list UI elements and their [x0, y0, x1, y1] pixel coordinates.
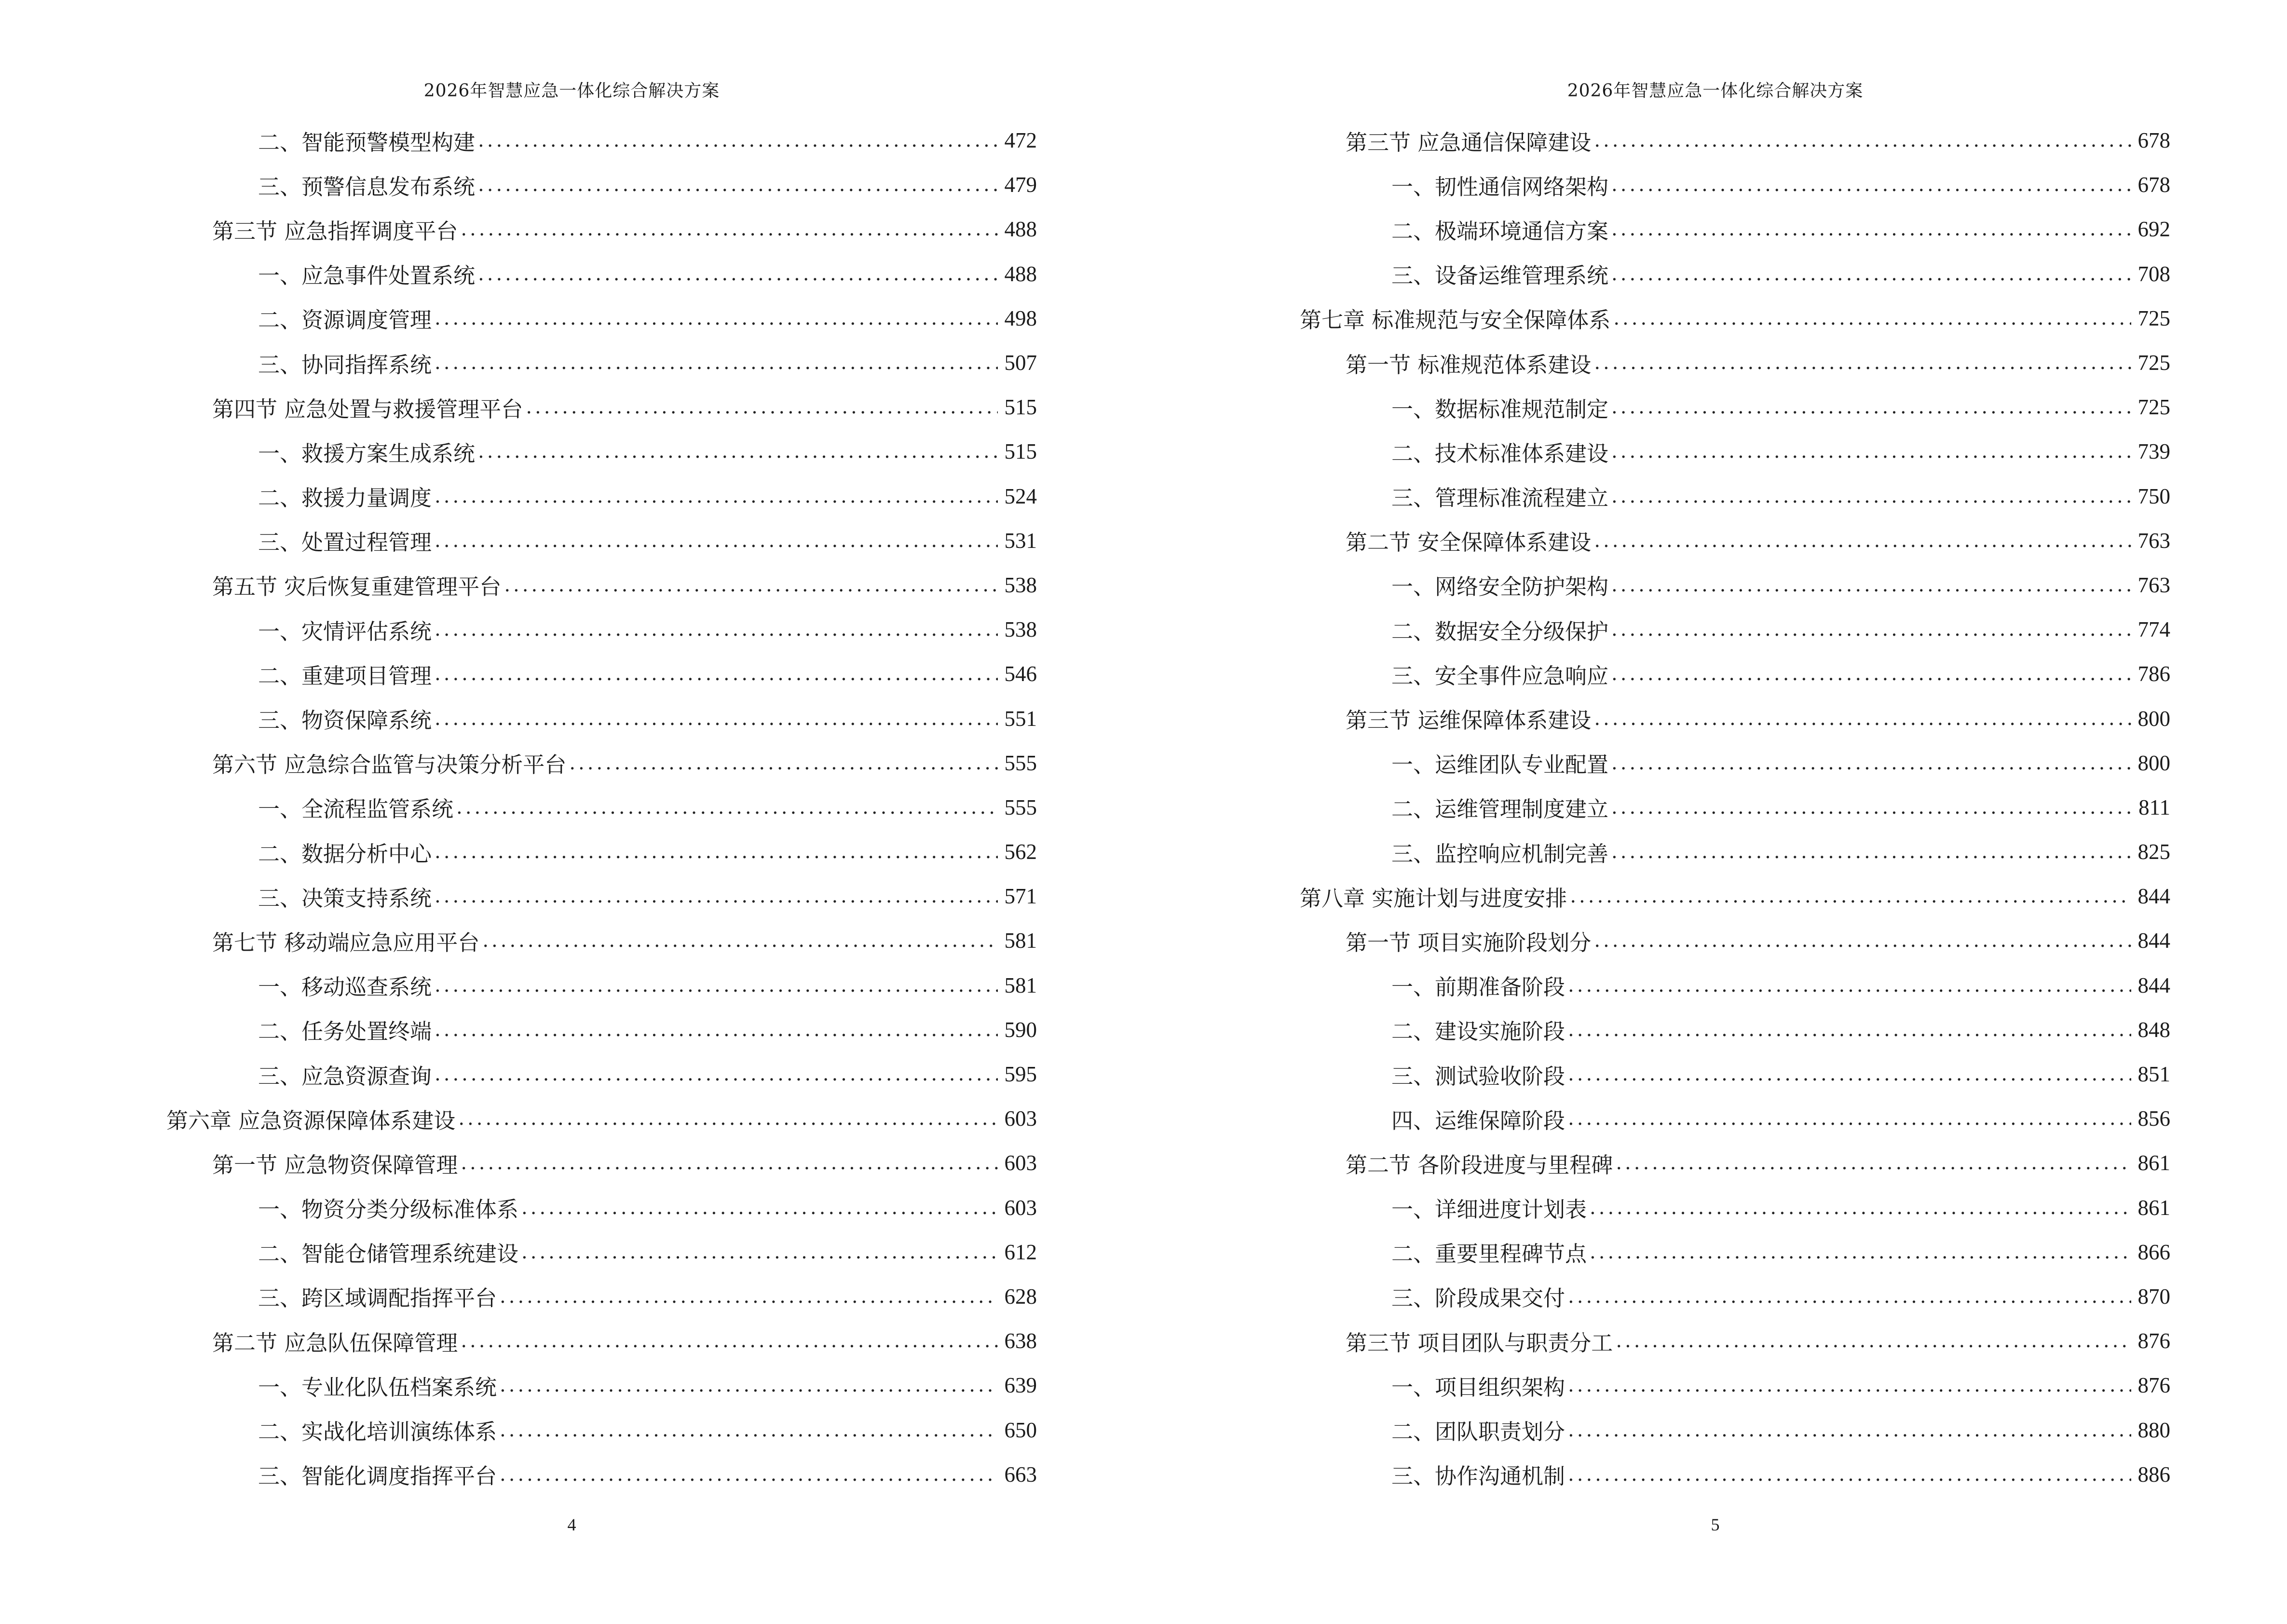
- toc-entry-page: 524: [1004, 484, 1037, 508]
- dot-leader: [435, 485, 997, 507]
- toc-entry-page: 581: [1004, 928, 1037, 953]
- toc-entry-page: 538: [1004, 573, 1037, 597]
- toc-entry-page: 851: [2137, 1062, 2170, 1087]
- toc-entry-page: 886: [2137, 1462, 2170, 1487]
- toc-entry[interactable]: [166, 785, 1037, 830]
- dot-leader: [1590, 1241, 2131, 1263]
- toc-entry-page: 650: [1004, 1418, 1037, 1442]
- dot-leader: [1616, 1152, 2131, 1174]
- toc-entry-title: 三、协同指挥系统: [258, 352, 432, 378]
- toc-entry-title: 三、测试验收阶段: [1391, 1063, 1566, 1089]
- toc-entry-page: 507: [1004, 351, 1037, 375]
- toc-entry-page: 774: [2137, 617, 2170, 642]
- toc-entry-title: 一、全流程监管系统: [258, 796, 454, 822]
- toc-entry[interactable]: [166, 1319, 1037, 1363]
- dot-leader: [461, 1152, 997, 1174]
- dot-leader: [478, 440, 997, 463]
- toc-entry-title: 一、移动巡查系统: [258, 974, 432, 1000]
- toc-entry-title: 一、救援方案生成系统: [258, 440, 476, 466]
- dot-leader: [461, 1330, 997, 1352]
- toc-entry-title: 一、数据标准规范制定: [1391, 396, 1609, 422]
- toc-entry-page: 571: [1004, 884, 1037, 909]
- toc-entry-page: 628: [1004, 1284, 1037, 1309]
- dot-leader: [1611, 618, 2131, 641]
- toc-entry-page: 498: [1004, 306, 1037, 330]
- dot-leader: [1611, 485, 2131, 507]
- toc-entry[interactable]: [1300, 1141, 2170, 1185]
- toc-entry-page: 825: [2137, 840, 2170, 864]
- dot-leader: [1594, 530, 2131, 552]
- toc-entry-title: 二、团队职责划分: [1391, 1419, 1566, 1445]
- dot-leader: [1611, 752, 2131, 774]
- toc-entry[interactable]: [166, 1274, 1037, 1319]
- toc-entry-title: 一、物资分类分级标准体系: [258, 1197, 519, 1223]
- dot-leader: [458, 1107, 997, 1130]
- toc-entry[interactable]: [1300, 1096, 2170, 1141]
- dot-leader: [569, 752, 997, 774]
- toc-entry-page: 739: [2137, 439, 2170, 464]
- toc-entry-title: 第三节 项目团队与职责分工: [1346, 1330, 1613, 1356]
- toc-entry-page: 861: [2137, 1195, 2170, 1220]
- toc-entry-title: 二、重要里程碑节点: [1391, 1241, 1587, 1267]
- toc-entry-title: 二、智能仓储管理系统建设: [258, 1241, 519, 1267]
- toc-entry[interactable]: [1300, 785, 2170, 830]
- toc-entry[interactable]: [166, 741, 1037, 785]
- toc-entry-title: 第一节 应急物资保障管理: [212, 1152, 458, 1178]
- toc-entry-page: 763: [2137, 528, 2170, 553]
- toc-entry-title: 第六章 应急资源保障体系建设: [166, 1107, 456, 1133]
- toc-entry[interactable]: [166, 1407, 1037, 1452]
- toc-entry-title: 第三节 应急指挥调度平台: [212, 218, 458, 244]
- toc-entry-page: 639: [1004, 1373, 1037, 1398]
- toc-entry[interactable]: [166, 163, 1037, 207]
- toc-entry[interactable]: [1300, 874, 2170, 918]
- toc-entry-title: 第二节 各阶段进度与里程碑: [1346, 1152, 1613, 1178]
- toc-entry-title: 四、运维保障阶段: [1391, 1107, 1566, 1133]
- toc-entry-page: 555: [1004, 795, 1037, 819]
- dot-leader: [500, 1419, 997, 1441]
- toc-entry-title: 一、前期准备阶段: [1391, 974, 1566, 1000]
- toc-entry-title: 第一节 项目实施阶段划分: [1346, 929, 1592, 955]
- toc-entry-page: 603: [1004, 1151, 1037, 1175]
- toc-entry-page: 515: [1004, 439, 1037, 464]
- toc-entry-page: 866: [2137, 1240, 2170, 1264]
- dot-leader: [435, 307, 997, 329]
- toc-entry[interactable]: [1300, 963, 2170, 1008]
- dot-leader: [1594, 129, 2131, 151]
- toc-entry-page: 581: [1004, 973, 1037, 997]
- dot-leader: [1568, 1419, 2131, 1441]
- toc-entry-title: 三、管理标准流程建立: [1391, 485, 1609, 511]
- toc-entry-title: 二、实战化培训演练体系: [258, 1419, 497, 1445]
- dot-leader: [1568, 974, 2131, 996]
- toc-entry[interactable]: [166, 1052, 1037, 1096]
- toc-entry-title: 二、极端环境通信方案: [1391, 218, 1609, 244]
- toc-entry-page: 844: [2137, 973, 2170, 997]
- toc-entry[interactable]: [1300, 296, 2170, 341]
- toc-list: [1300, 118, 2170, 1497]
- toc-entry[interactable]: [166, 385, 1037, 429]
- toc-entry[interactable]: [1300, 652, 2170, 696]
- toc-entry-title: 二、资源调度管理: [258, 307, 432, 333]
- toc-entry-title: 二、数据安全分级保护: [1391, 618, 1609, 644]
- toc-entry-page: 876: [2137, 1329, 2170, 1353]
- toc-entry-title: 三、物资保障系统: [258, 708, 432, 734]
- toc-entry[interactable]: [1300, 429, 2170, 474]
- toc-entry[interactable]: [166, 1230, 1037, 1274]
- toc-entry[interactable]: [166, 252, 1037, 296]
- toc-entry-title: 第七节 移动端应急应用平台: [212, 929, 480, 955]
- toc-entry-page: 811: [2138, 795, 2170, 819]
- toc-entry[interactable]: [166, 118, 1037, 163]
- toc-entry-title: 三、监控响应机制完善: [1391, 841, 1609, 867]
- toc-entry-title: 第六节 应急综合监管与决策分析平台: [212, 752, 567, 778]
- toc-entry-page: 531: [1004, 528, 1037, 553]
- toc-entry-page: 546: [1004, 662, 1037, 686]
- dot-leader: [435, 530, 997, 552]
- toc-entry-title: 三、跨区域调配指挥平台: [258, 1285, 497, 1311]
- toc-entry[interactable]: [1300, 607, 2170, 652]
- toc-entry-title: 第二节 应急队伍保障管理: [212, 1330, 458, 1356]
- dot-leader: [1611, 174, 2131, 196]
- toc-entry[interactable]: [1300, 163, 2170, 207]
- toc-entry-page: 725: [2137, 306, 2170, 330]
- toc-entry-title: 第三节 运维保障体系建设: [1346, 708, 1592, 734]
- dot-leader: [461, 218, 997, 240]
- toc-entry[interactable]: [1300, 1186, 2170, 1230]
- toc-entry-page: 612: [1004, 1240, 1037, 1264]
- toc-entry[interactable]: [166, 296, 1037, 341]
- toc-entry-page: 880: [2137, 1418, 2170, 1442]
- toc-entry-page: 725: [2137, 351, 2170, 375]
- dot-leader: [1613, 307, 2131, 329]
- toc-entry-title: 第七章 标准规范与安全保障体系: [1300, 307, 1611, 333]
- toc-entry-page: 800: [2137, 706, 2170, 731]
- toc-entry-page: 603: [1004, 1195, 1037, 1220]
- toc-entry-title: 二、重建项目管理: [258, 663, 432, 689]
- toc-entry-page: 551: [1004, 706, 1037, 731]
- toc-entry[interactable]: [1300, 474, 2170, 519]
- toc-entry-title: 二、运维管理制度建立: [1391, 796, 1609, 822]
- dot-leader: [1611, 574, 2131, 596]
- dot-leader: [1611, 796, 2132, 819]
- toc-entry-title: 三、预警信息发布系统: [258, 174, 476, 200]
- dot-leader: [1611, 841, 2131, 863]
- toc-entry[interactable]: [166, 474, 1037, 519]
- dot-leader: [435, 1019, 997, 1041]
- toc-entry[interactable]: [166, 429, 1037, 474]
- toc-entry[interactable]: [166, 519, 1037, 563]
- toc-entry-page: 844: [2137, 884, 2170, 909]
- dot-leader: [504, 574, 997, 596]
- toc-entry[interactable]: [166, 1363, 1037, 1407]
- toc-entry[interactable]: [1300, 118, 2170, 163]
- toc-entry[interactable]: [166, 1452, 1037, 1497]
- toc-entry-page: 555: [1004, 751, 1037, 775]
- page-number: 4: [567, 1515, 576, 1534]
- dot-leader: [1616, 1330, 2131, 1352]
- page-number: 5: [1711, 1515, 1720, 1534]
- toc-entry-title: 一、韧性通信网络架构: [1391, 174, 1609, 200]
- toc-entry[interactable]: [1300, 1319, 2170, 1363]
- dot-leader: [478, 129, 997, 151]
- toc-list: [166, 118, 1037, 1497]
- running-header: 2026年智慧应急一体化综合解决方案: [423, 81, 720, 101]
- toc-entry-title: 三、智能化调度指挥平台: [258, 1463, 497, 1489]
- toc-entry[interactable]: [1300, 741, 2170, 785]
- toc-entry-title: 第二节 安全保障体系建设: [1346, 530, 1592, 556]
- dot-leader: [435, 618, 997, 641]
- toc-entry[interactable]: [1300, 385, 2170, 429]
- dot-leader: [435, 352, 997, 374]
- toc-entry-page: 590: [1004, 1017, 1037, 1042]
- toc-entry-page: 515: [1004, 395, 1037, 420]
- toc-entry-title: 一、详细进度计划表: [1391, 1197, 1587, 1223]
- dot-leader: [1594, 352, 2131, 374]
- toc-entry-page: 638: [1004, 1329, 1037, 1353]
- toc-entry[interactable]: [166, 1096, 1037, 1141]
- toc-entry-page: 870: [2137, 1284, 2170, 1309]
- dot-leader: [478, 174, 997, 196]
- dot-leader: [526, 396, 997, 418]
- toc-entry-page: 786: [2137, 662, 2170, 686]
- toc-entry-title: 一、应急事件处置系统: [258, 263, 476, 289]
- dot-leader: [1590, 1197, 2131, 1219]
- dot-leader: [1568, 1374, 2131, 1396]
- toc-entry-title: 第一节 标准规范体系建设: [1346, 352, 1592, 378]
- toc-entry[interactable]: [1300, 1407, 2170, 1452]
- toc-entry[interactable]: [1300, 918, 2170, 963]
- toc-page-right: [1144, 0, 2287, 1624]
- dot-leader: [521, 1197, 997, 1219]
- toc-entry-page: 848: [2137, 1017, 2170, 1042]
- dot-leader: [1611, 396, 2131, 418]
- toc-entry[interactable]: [166, 1186, 1037, 1230]
- toc-entry-page: 538: [1004, 617, 1037, 642]
- toc-entry-page: 750: [2137, 484, 2170, 508]
- dot-leader: [435, 1063, 997, 1085]
- toc-entry-title: 三、协作沟通机制: [1391, 1463, 1566, 1489]
- toc-entry-title: 三、应急资源查询: [258, 1063, 432, 1089]
- dot-leader: [1568, 1063, 2131, 1085]
- toc-entry[interactable]: [166, 918, 1037, 963]
- toc-entry-page: 692: [2137, 217, 2170, 242]
- toc-entry-page: 603: [1004, 1106, 1037, 1131]
- toc-entry-title: 一、网络安全防护架构: [1391, 574, 1609, 600]
- toc-entry-page: 844: [2137, 928, 2170, 953]
- toc-entry-page: 678: [2137, 173, 2170, 197]
- toc-entry-title: 三、决策支持系统: [258, 885, 432, 911]
- toc-entry-page: 472: [1004, 128, 1037, 153]
- toc-entry[interactable]: [1300, 207, 2170, 251]
- dot-leader: [1568, 1463, 2131, 1486]
- dot-leader: [482, 929, 997, 952]
- toc-entry-page: 663: [1004, 1462, 1037, 1487]
- dot-leader: [1568, 1019, 2131, 1041]
- toc-entry-title: 一、运维团队专业配置: [1391, 752, 1609, 778]
- toc-entry-page: 562: [1004, 840, 1037, 864]
- toc-entry[interactable]: [1300, 1230, 2170, 1274]
- toc-entry-page: 861: [2137, 1151, 2170, 1175]
- dot-leader: [521, 1241, 997, 1263]
- toc-entry-page: 595: [1004, 1062, 1037, 1087]
- toc-entry[interactable]: [166, 341, 1037, 385]
- toc-entry-title: 二、任务处置终端: [258, 1019, 432, 1045]
- toc-entry-title: 三、处置过程管理: [258, 530, 432, 556]
- dot-leader: [435, 708, 997, 730]
- dot-leader: [1570, 885, 2131, 907]
- dot-leader: [435, 841, 997, 863]
- running-header: 2026年智慧应急一体化综合解决方案: [1567, 81, 1864, 101]
- toc-entry-page: 856: [2137, 1106, 2170, 1131]
- dot-leader: [435, 663, 997, 685]
- toc-entry-title: 第四节 应急处置与救援管理平台: [212, 396, 523, 422]
- dot-leader: [456, 796, 997, 819]
- toc-entry[interactable]: [1300, 252, 2170, 296]
- toc-entry[interactable]: [1300, 1363, 2170, 1407]
- toc-entry[interactable]: [166, 874, 1037, 918]
- toc-entry[interactable]: [166, 1141, 1037, 1185]
- dot-leader: [1611, 663, 2131, 685]
- dot-leader: [1594, 708, 2131, 730]
- dot-leader: [1568, 1285, 2131, 1308]
- toc-entry-title: 三、阶段成果交付: [1391, 1285, 1566, 1311]
- toc-entry-page: 725: [2137, 395, 2170, 420]
- toc-entry[interactable]: [1300, 1452, 2170, 1497]
- dot-leader: [435, 974, 997, 996]
- dot-leader: [478, 263, 997, 285]
- toc-entry-title: 二、救援力量调度: [258, 485, 432, 511]
- toc-entry-title: 第三节 应急通信保障建设: [1346, 129, 1592, 155]
- toc-entry[interactable]: [1300, 830, 2170, 874]
- dot-leader: [500, 1374, 997, 1396]
- dot-leader: [500, 1463, 997, 1486]
- toc-entry[interactable]: [1300, 563, 2170, 607]
- toc-entry-title: 第五节 灾后恢复重建管理平台: [212, 574, 502, 600]
- toc-entry-page: 763: [2137, 573, 2170, 597]
- toc-entry-title: 三、安全事件应急响应: [1391, 663, 1609, 689]
- toc-entry-title: 第八章 实施计划与进度安排: [1300, 885, 1567, 911]
- dot-leader: [1611, 218, 2131, 240]
- toc-entry[interactable]: [1300, 1274, 2170, 1319]
- toc-entry-title: 一、项目组织架构: [1391, 1374, 1566, 1400]
- toc-entry[interactable]: [166, 830, 1037, 874]
- toc-entry-page: 708: [2137, 261, 2170, 286]
- dot-leader: [1594, 929, 2131, 952]
- toc-entry-page: 800: [2137, 751, 2170, 775]
- toc-entry-title: 二、智能预警模型构建: [258, 129, 476, 155]
- toc-entry[interactable]: [166, 963, 1037, 1008]
- toc-entry[interactable]: [166, 1008, 1037, 1052]
- dot-leader: [1611, 440, 2131, 463]
- toc-entry-page: 488: [1004, 261, 1037, 286]
- toc-entry-title: 二、数据分析中心: [258, 841, 432, 867]
- toc-entry-title: 一、灾情评估系统: [258, 618, 432, 644]
- toc-entry[interactable]: [1300, 696, 2170, 740]
- toc-entry-title: 二、建设实施阶段: [1391, 1019, 1566, 1045]
- toc-entry-title: 一、专业化队伍档案系统: [258, 1374, 497, 1400]
- toc-entry-title: 三、设备运维管理系统: [1391, 263, 1609, 289]
- toc-entry[interactable]: [166, 207, 1037, 251]
- dot-leader: [500, 1285, 997, 1308]
- toc-entry[interactable]: [1300, 519, 2170, 563]
- toc-entry[interactable]: [166, 696, 1037, 740]
- toc-entry-title: 二、技术标准体系建设: [1391, 440, 1609, 466]
- toc-entry[interactable]: [1300, 1052, 2170, 1096]
- dot-leader: [435, 885, 997, 907]
- toc-entry-page: 488: [1004, 217, 1037, 242]
- toc-entry[interactable]: [166, 652, 1037, 696]
- toc-entry[interactable]: [1300, 1008, 2170, 1052]
- toc-entry-page: 876: [2137, 1373, 2170, 1398]
- toc-entry[interactable]: [166, 563, 1037, 607]
- toc-entry[interactable]: [166, 607, 1037, 652]
- toc-entry[interactable]: [1300, 341, 2170, 385]
- toc-entry-page: 479: [1004, 173, 1037, 197]
- dot-leader: [1568, 1107, 2131, 1130]
- toc-entry-page: 678: [2137, 128, 2170, 153]
- dot-leader: [1611, 263, 2131, 285]
